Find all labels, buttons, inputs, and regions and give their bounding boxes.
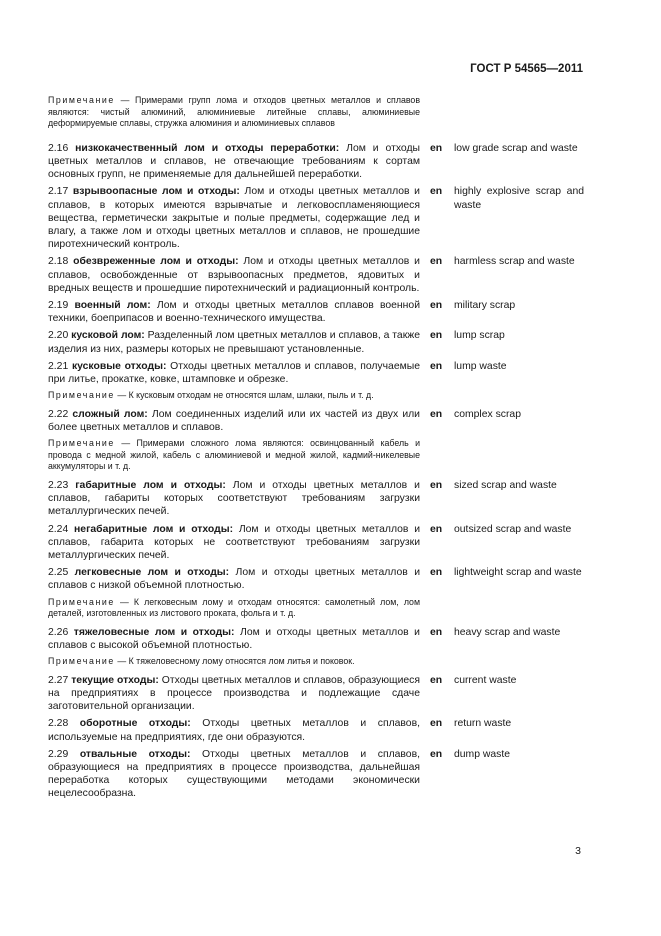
term-entry bbox=[48, 142, 588, 182]
english-term: heavy scrap and waste bbox=[454, 626, 561, 638]
note-text: — Примерами групп лома и отходов цветных металлов и сплавов являются: чистый алюминий, алюминиевые литейные сплавы, алюминиевые деформируемые сплавы, стружка алюминия и алюминиевых сплавов bbox=[48, 95, 420, 129]
term-entry bbox=[48, 626, 588, 652]
note-label: Примечание bbox=[48, 656, 115, 667]
term-number: 2.21 bbox=[48, 360, 69, 372]
term-definition bbox=[48, 255, 420, 295]
english-term: highly explosive scrap and waste bbox=[454, 186, 584, 211]
term-entry bbox=[48, 523, 588, 563]
term-name: кусковые отходы: bbox=[71, 360, 167, 372]
page-number: 3 bbox=[575, 845, 581, 857]
term-text: Лом и отходы цветных металлов и сплавов с низкой объемной плотностью. bbox=[48, 567, 420, 592]
note-label: Примечание bbox=[48, 438, 115, 449]
english-term: dump waste bbox=[454, 748, 511, 760]
term-text: Лом и отходы цветных металлов и сплавов, габарита которых не соответствуют требованиям загрузки металлургических печей. bbox=[48, 523, 420, 562]
term-definition bbox=[48, 626, 420, 652]
term-number: 2.16 bbox=[48, 142, 69, 154]
term-number: 2.19 bbox=[48, 300, 69, 312]
term-text: Отходы цветных металлов и сплавов, образующиеся на предприятиях в процессе производства, дальнейшая переработка которых существующими методами экономически нецелесообразна. bbox=[48, 748, 420, 800]
term-name: взрывоопасные лом и отходы: bbox=[72, 186, 240, 198]
term-definition bbox=[48, 523, 420, 563]
english-term: harmless scrap and waste bbox=[454, 256, 575, 268]
note-text: — К тяжеловесному лому относятся лом литья и поковок. bbox=[114, 656, 355, 667]
term-definition bbox=[48, 299, 420, 325]
note-text: — Примерами сложного лома являются: освинцованный кабель и провода с медной жилой, кабель с алюминиевой и медной жилой, кадмий-никелевые аккумуляторы и т. д. bbox=[48, 438, 420, 472]
english-term: return waste bbox=[454, 718, 512, 730]
term-text: Лом и отходы цветных металлов и сплавов, не отвечающие требованиям к сортам основных групп, не применяемые для дальнейшей переработки. bbox=[48, 142, 420, 181]
term-definition bbox=[48, 566, 420, 592]
english-term: sized scrap and waste bbox=[454, 480, 557, 492]
lang-tag: en bbox=[430, 523, 443, 535]
term-definition bbox=[48, 360, 420, 386]
term-note bbox=[48, 438, 420, 473]
term-text: Разделенный лом цветных металлов и сплавов, а также изделия из них, размеры которых не превышают установленные. bbox=[48, 330, 420, 355]
lang-tag: en bbox=[430, 626, 443, 638]
lang-tag: en bbox=[430, 330, 443, 342]
note-label: Примечание bbox=[48, 390, 115, 401]
term-name: обезвреженные лом и отходы: bbox=[73, 256, 239, 268]
term-definition bbox=[48, 748, 420, 801]
term-entry bbox=[48, 299, 588, 325]
term-number: 2.20 bbox=[48, 330, 69, 342]
term-note bbox=[48, 597, 420, 620]
english-term: lump waste bbox=[454, 360, 507, 372]
note-text: — К кусковым отходам не относятся шлам, шлаки, пыль и т. д. bbox=[114, 390, 374, 401]
lang-tag: en bbox=[430, 142, 443, 154]
term-name: военный лом: bbox=[74, 300, 151, 312]
term-definition bbox=[48, 142, 420, 182]
term-number: 2.22 bbox=[48, 408, 69, 420]
lang-tag: en bbox=[430, 748, 443, 760]
term-entry bbox=[48, 717, 588, 743]
terms-section bbox=[48, 95, 588, 805]
term-number: 2.18 bbox=[48, 256, 69, 268]
term-name: текущие отходы: bbox=[71, 674, 159, 686]
term-entry bbox=[48, 360, 588, 386]
term-note bbox=[48, 390, 420, 402]
term-entry bbox=[48, 748, 588, 801]
lang-tag: en bbox=[430, 256, 443, 268]
note-label: Примечание bbox=[48, 596, 115, 607]
term-entry bbox=[48, 408, 588, 434]
term-name: габаритные лом и отходы: bbox=[75, 480, 226, 492]
term-text: Лом и отходы цветных металлов сплавов военной техники, боеприпасов и военно-технического имущества. bbox=[48, 300, 420, 325]
english-term: military scrap bbox=[454, 300, 516, 312]
term-text: Лом и отходы цветных металлов и сплавов, освобожденные от взрывоопасных предметов, ядовитых и вредных веществ и прошедшие пиротехнический и радиационный контроль. bbox=[48, 256, 420, 294]
term-definition bbox=[48, 717, 420, 743]
term-text: Отходы цветных металлов и сплавов, получаемые при литье, прокатке, ковке, штамповке и обрезке. bbox=[48, 360, 420, 386]
lang-tag: en bbox=[430, 186, 443, 198]
term-text: Лом и отходы цветных металлов и сплавов, в которых имеются взрывчатые и легковоспламеняющиеся вещества, герметически закрытые и полые предметы, содержащие лед и влагу, а также лом и отходы цветных металлов и сплавов, не прошедшие пиротехнический контроль. bbox=[48, 186, 420, 251]
term-entry bbox=[48, 479, 588, 519]
term-text: Лом соединенных изделий или их частей из двух или более цветных металлов и сплавов. bbox=[48, 408, 420, 434]
document-header: ГОСТ Р 54565—2011 bbox=[470, 63, 583, 75]
term-definition bbox=[48, 185, 420, 251]
term-entry bbox=[48, 329, 588, 355]
term-number: 2.27 bbox=[48, 674, 69, 686]
term-text: Отходы цветных металлов и сплавов, образующиеся на предприятиях в процессе производства и подлежащие сдаче заготовительной организации. bbox=[48, 674, 420, 713]
note-label: Примечание bbox=[48, 95, 115, 105]
term-number: 2.25 bbox=[48, 567, 69, 579]
english-term: current waste bbox=[454, 674, 517, 686]
term-number: 2.17 bbox=[48, 186, 69, 198]
term-number: 2.29 bbox=[48, 748, 69, 760]
term-entry bbox=[48, 255, 588, 295]
term-name: негабаритные лом и отходы: bbox=[74, 523, 234, 535]
english-term: low grade scrap and waste bbox=[454, 142, 578, 154]
term-entry bbox=[48, 185, 588, 251]
lang-tag: en bbox=[430, 360, 443, 372]
lang-tag: en bbox=[430, 480, 443, 492]
term-name: сложный лом: bbox=[72, 408, 148, 420]
term-name: низкокачественный лом и отходы переработки: bbox=[75, 142, 340, 154]
term-number: 2.24 bbox=[48, 523, 69, 535]
term-number: 2.28 bbox=[48, 718, 69, 730]
term-name: тяжеловесные лом и отходы: bbox=[73, 626, 235, 638]
note-text: — К легковесным лому и отходам относятся: самолетный лом, лом деталей, изготовленных из листового проката, фольга и т. д. bbox=[48, 596, 420, 619]
note-intro bbox=[48, 95, 420, 130]
term-note bbox=[48, 656, 420, 668]
english-term: lightweight scrap and waste bbox=[454, 567, 582, 579]
term-definition bbox=[48, 329, 420, 355]
term-number: 2.26 bbox=[48, 626, 69, 638]
term-name: оборотные отходы: bbox=[79, 718, 191, 730]
lang-tag: en bbox=[430, 674, 443, 686]
term-entry bbox=[48, 674, 588, 714]
term-definition bbox=[48, 479, 420, 519]
term-name: кусковой лом: bbox=[71, 330, 145, 342]
english-term: outsized scrap and waste bbox=[454, 523, 572, 535]
lang-tag: en bbox=[430, 408, 443, 420]
lang-tag: en bbox=[430, 718, 443, 730]
english-term: complex scrap bbox=[454, 408, 521, 420]
lang-tag: en bbox=[430, 300, 443, 312]
term-text: Лом и отходы цветных металлов и сплавов, габариты которых соответствуют требованиям загрузки металлургических печей. bbox=[48, 480, 420, 518]
lang-tag: en bbox=[430, 567, 443, 579]
term-entry bbox=[48, 566, 588, 592]
term-definition bbox=[48, 408, 420, 434]
term-text: Лом и отходы цветных металлов и сплавов с высокой объемной плотностью. bbox=[48, 626, 420, 652]
term-name: отвальные отходы: bbox=[79, 748, 191, 760]
english-term: lump scrap bbox=[454, 330, 505, 342]
term-number: 2.23 bbox=[48, 480, 69, 492]
term-text: Отходы цветных металлов и сплавов, используемые на предприятиях, где они образуются. bbox=[48, 718, 420, 743]
term-definition bbox=[48, 674, 420, 714]
term-name: легковесные лом и отходы: bbox=[74, 567, 230, 579]
